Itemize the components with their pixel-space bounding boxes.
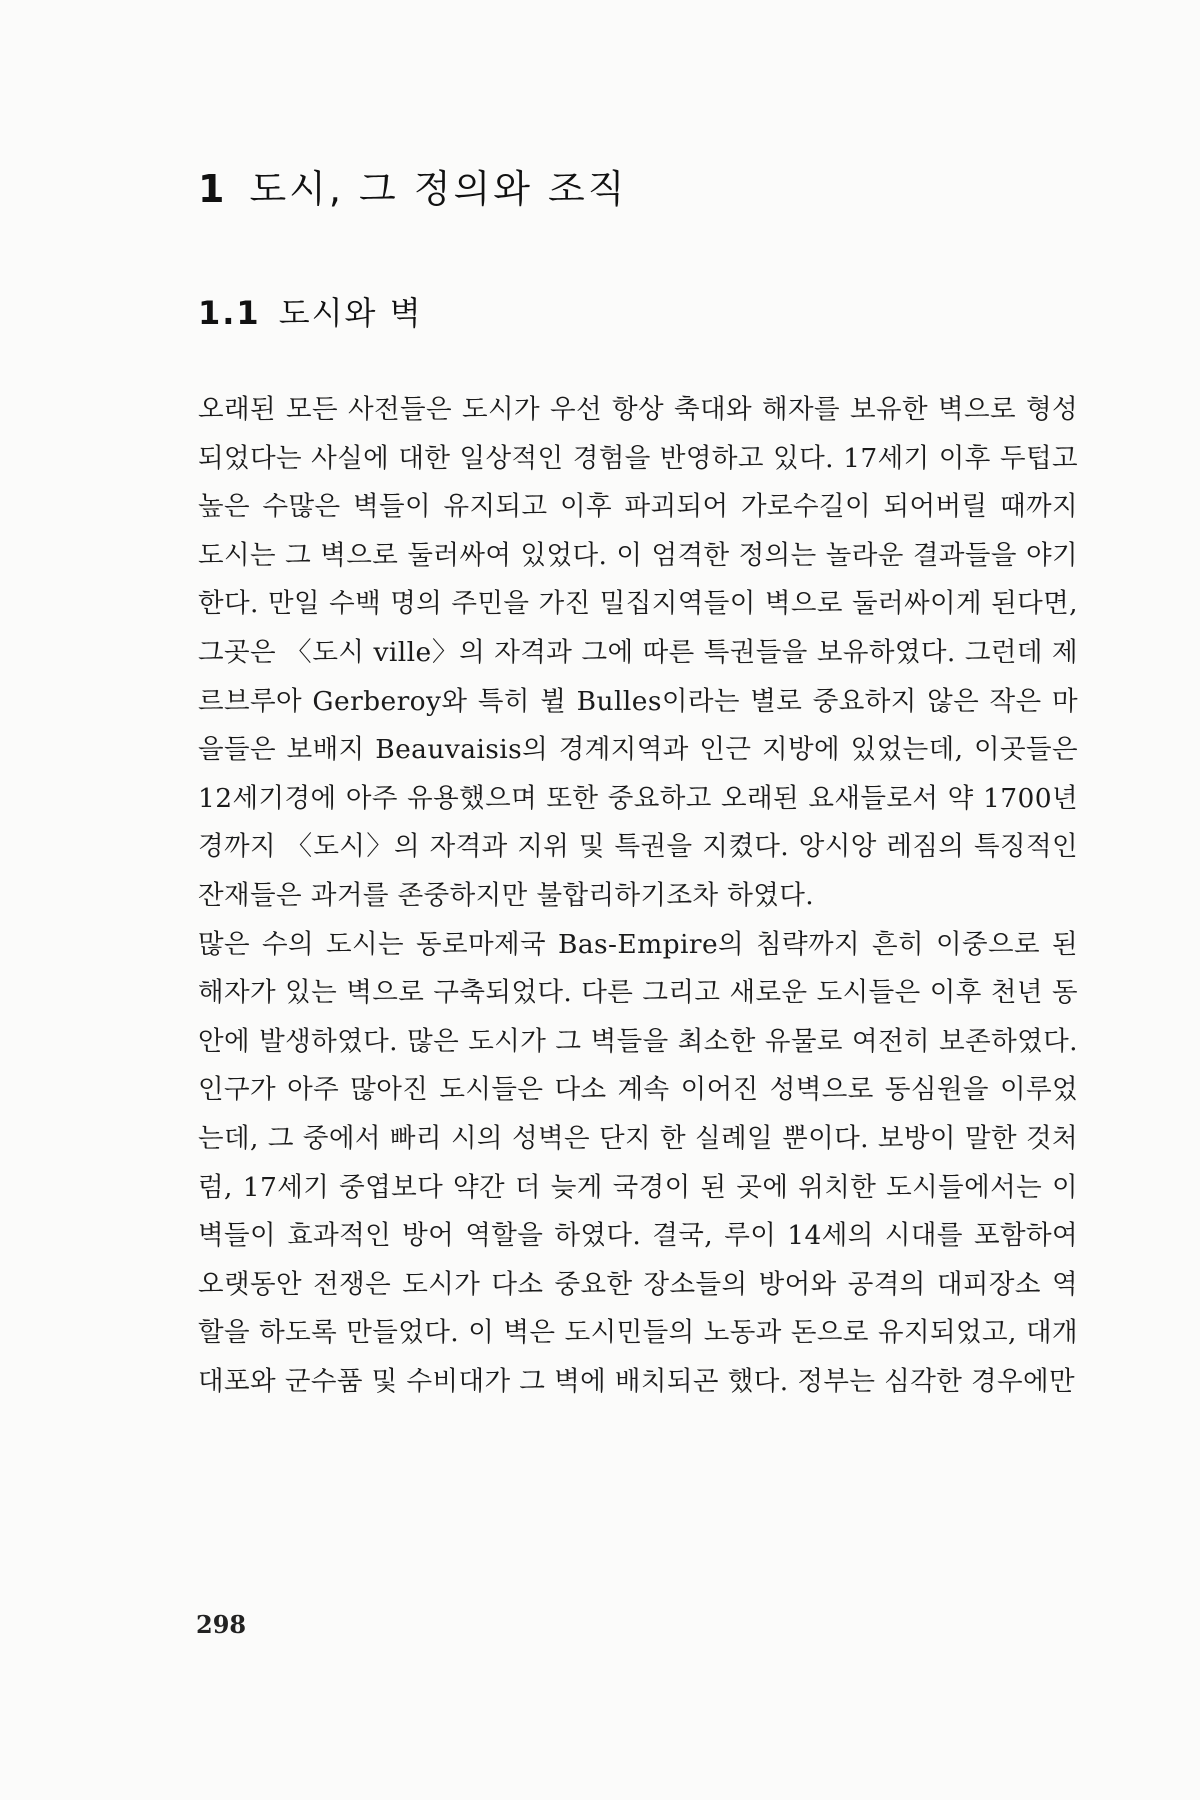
paragraph: 많은 수의 도시는 동로마제국 Bas-Empire의 침략까지 흔히 이중으로 된 해자가 있는 벽으로 구축되었다. 다른 그리고 새로운 도시들은 이후 천년 동안에 발생하였다. 많은 도시가 그 벽들을 최소한 유물로 여전히 보존하였다. 인구가 아주 많아진 도시들은 다소 계속 이어진 성벽으로 동심원을 이루었는데, 그 중에서 빠리 시의 성벽은 단지 한 실례일 뿐이다. 보방이 말한 것처럼, 17세기 중엽보다 약간 더 늦게 국경이 된 곳에 위치한 도시들에서는 이 벽들이 효과적인 방어 역할을 하였다. 결국, 루이 14세의 시대를 포함하여 오랫동안 전쟁은 도시가 다소 중요한 장소들의 방어와 공격의 대피장소 역할을 하도록 만들었다. 이 벽은 도시민들의 노동과 돈으로 유지되었고, 대개 대포와 군수품 및 수비대가 그 벽에 배치되곤 했다. 정부는 심각한 경우에만: [198, 928, 1078, 1397]
chapter-title: 도시, 그 정의와 조직: [249, 167, 628, 211]
page-number: 298: [196, 1610, 247, 1639]
section-heading: [198, 288, 423, 334]
section-title: 도시와 벽: [278, 294, 423, 332]
section-number: 1.1: [198, 294, 261, 332]
body-text: [198, 386, 1078, 1406]
paragraph: 오래된 모든 사전들은 도시가 우선 항상 축대와 해자를 보유한 벽으로 형성되었다는 사실에 대한 일상적인 경험을 반영하고 있다. 17세기 이후 두텁고 높은 수많은 벽들이 유지되고 이후 파괴되어 가로수길이 되어버릴 때까지 도시는 그 벽으로 둘러싸여 있었다. 이 엄격한 정의는 놀라운 결과들을 야기한다. 만일 수백 명의 주민을 가진 밀집지역들이 벽으로 둘러싸이게 된다면, 그곳은 〈도시 ville〉의 자격과 그에 따른 특권들을 보유하였다. 그런데 제르브루아 Gerberoy와 특히 뷜 Bulles이라는 별로 중요하지 않은 작은 마을들은 보배지 Beauvaisis의 경계지역과 인근 지방에 있었는데, 이곳들은 12세기경에 아주 유용했으며 또한 중요하고 오래된 요새들로서 약 1700년경까지 〈도시〉의 자격과 지위 및 특권을 지켰다. 앙시앙 레짐의 특징적인 잔재들은 과거를 존중하지만 불합리하기조차 하였다.: [198, 394, 1078, 911]
chapter-number: 1: [198, 167, 228, 211]
chapter-heading: [198, 158, 627, 213]
